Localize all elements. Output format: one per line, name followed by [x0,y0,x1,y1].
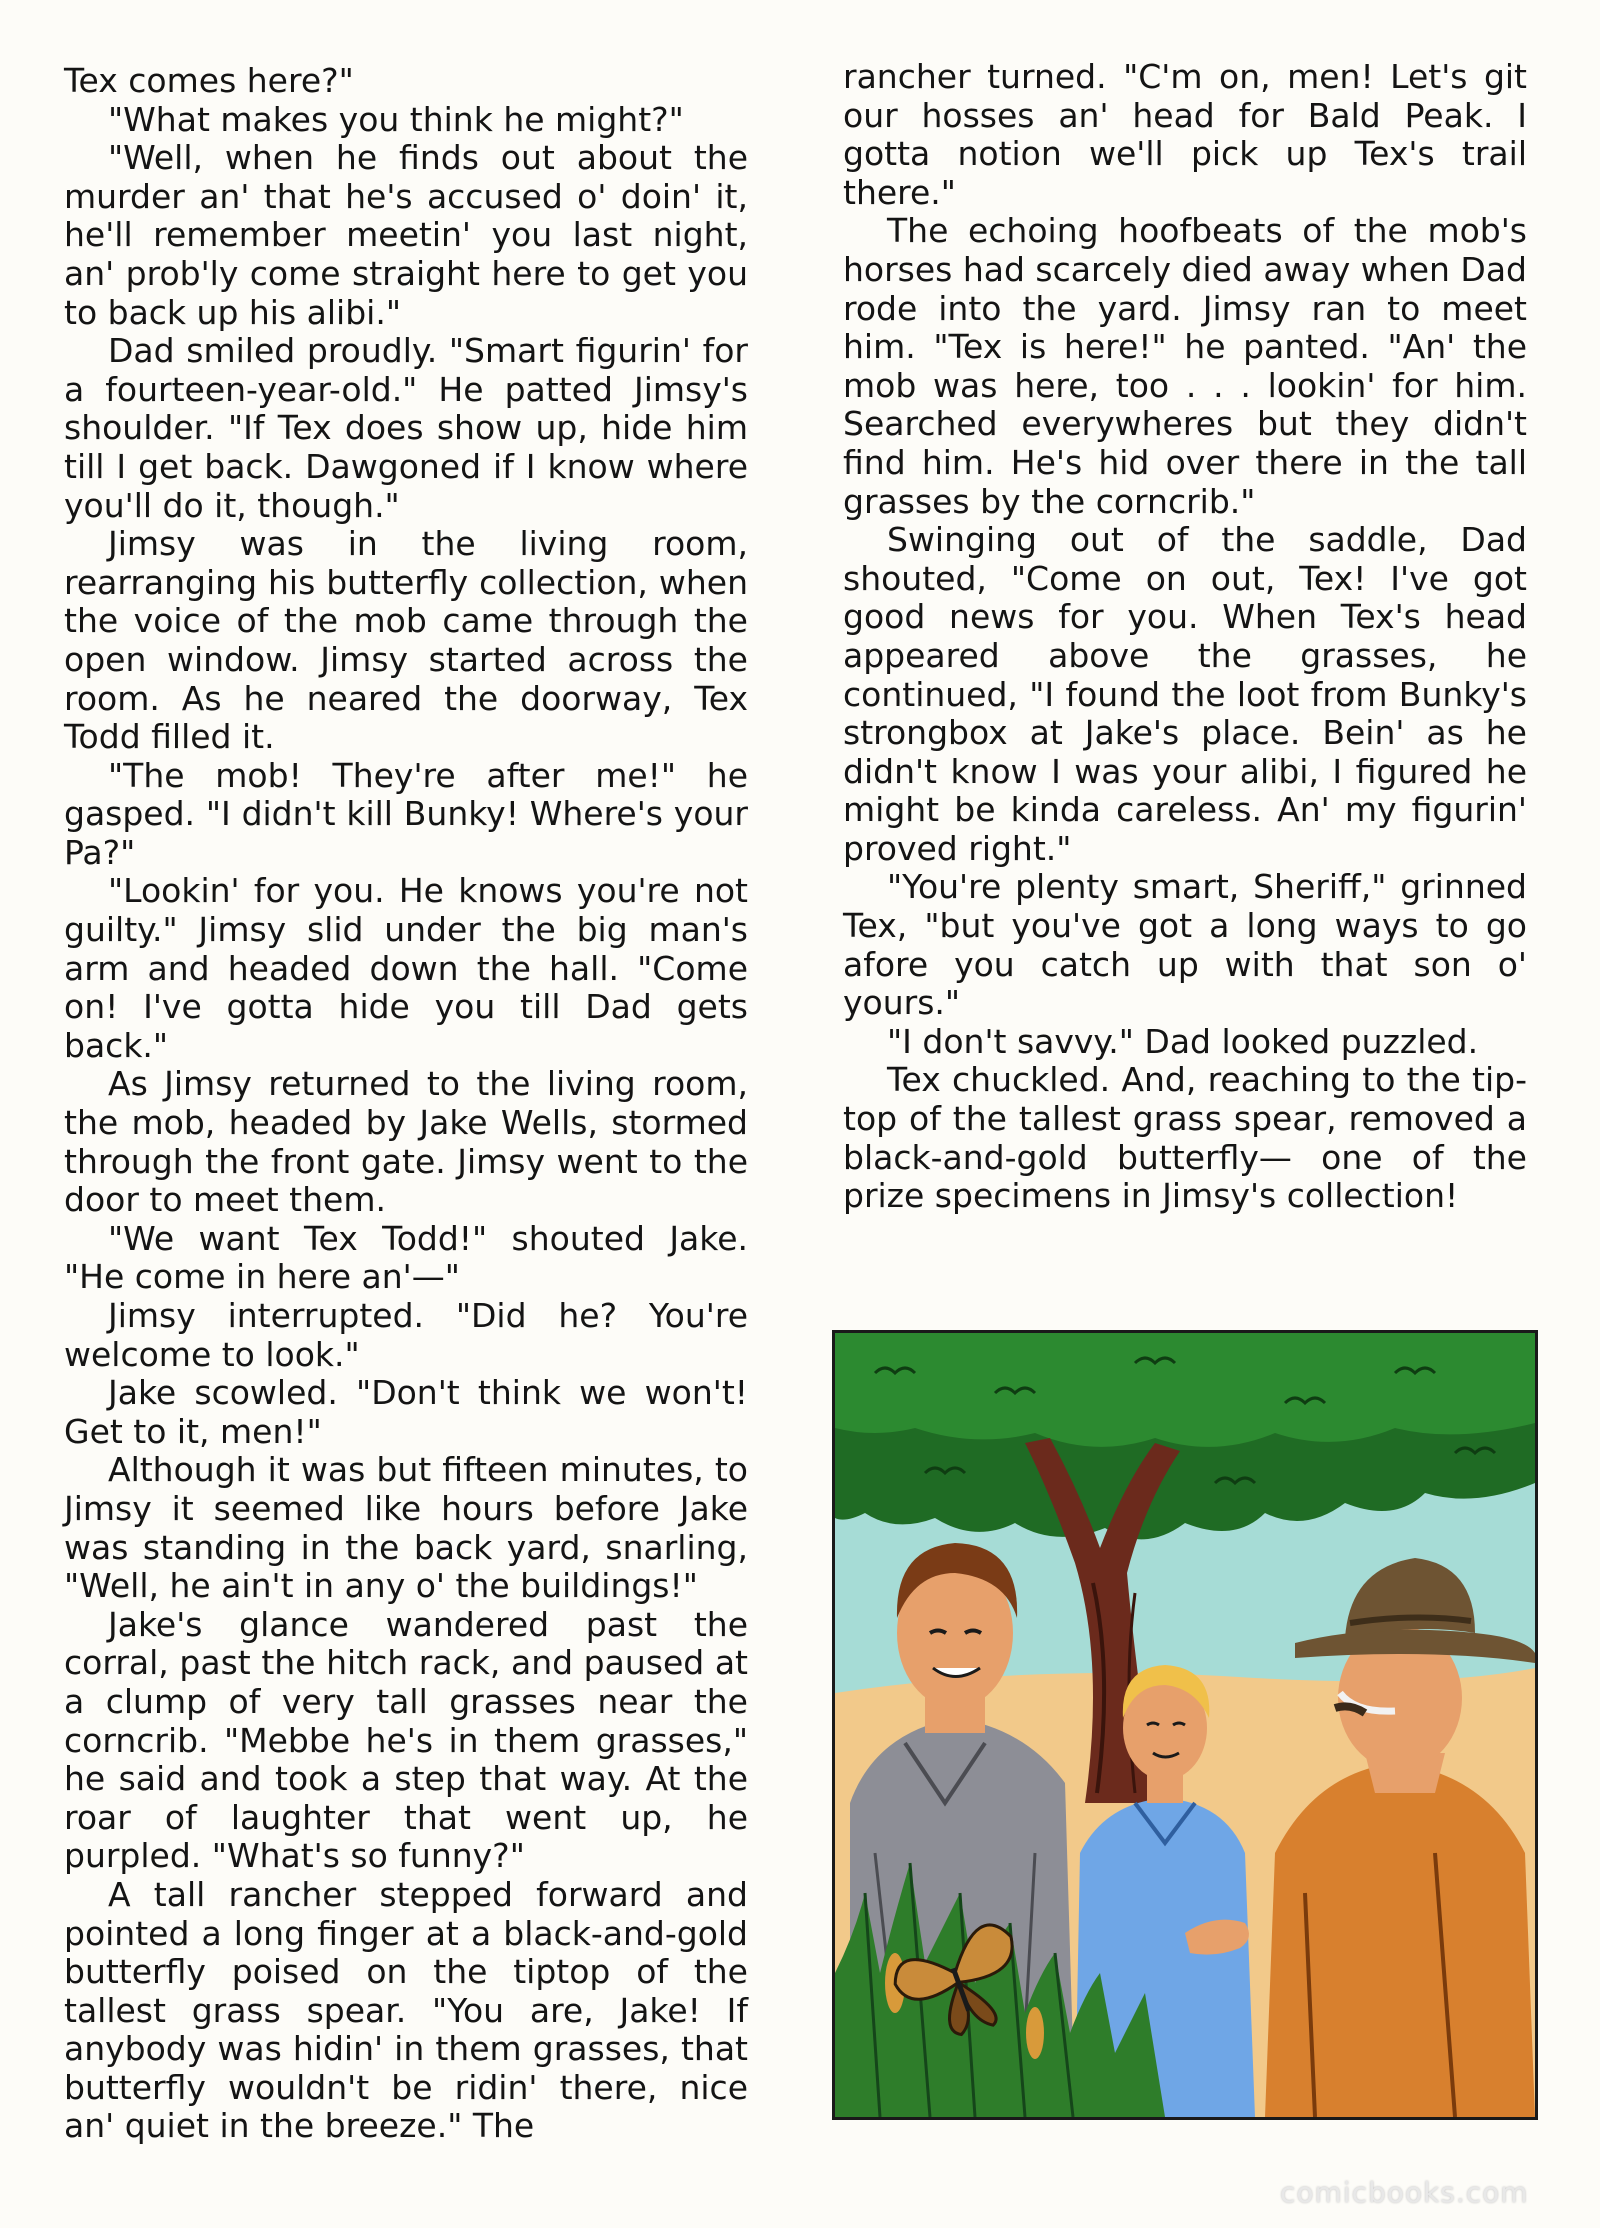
paragraph: Jimsy was in the living room, rearranging his butterfly collection, when the voice of the mob came through the open window. Jimsy started across the room. As he neared the doorway, Tex Todd filled it. [64,524,748,757]
paragraph: The echoing hoofbeats of the mob's horses had scarcely died away when Dad rode into the yard. Jimsy ran to meet him. "Tex is here!" he panted. "An' the mob was here, too . . . lookin' for him. Searched everywheres but they didn't find him. He's hid over there in the tall grasses by the corncrib." [843,211,1527,521]
paragraph: Jimsy interrupted. "Did he? You're welcome to look." [64,1296,748,1374]
story-illustration [832,1330,1538,2120]
paragraph: As Jimsy returned to the living room, the mob, headed by Jake Wells, stormed through the front gate. Jimsy went to the door to meet them. [64,1064,748,1220]
illustration-canvas [835,1333,1535,2117]
watermark-text: comicbooks.com [1280,2176,1529,2209]
paragraph: "Lookin' for you. He knows you're not guilty." Jimsy slid under the big man's arm and headed down the hall. "Come on! I've gotta hide you till Dad gets back." [64,871,748,1065]
paragraph: A tall rancher stepped forward and pointed a long finger at a black-and-gold butterfly poised on the tiptop of the tallest grass spear. "You are, Jake! If anybody was hidin' in them grasses, that butterfly wouldn't be ridin' there, nice an' quiet in the breeze." The [64,1874,748,2146]
paragraph: "What makes you think he might?" [108,99,684,139]
paragraph: Swinging out of the saddle, Dad shouted, "Come on out, Tex! I've got good news for you. When Tex's head appeared above the grasses, he continued, "I found the loot from Bunky's strongbox at Jake's place. Bein' as he didn't know I was your alibi, I figured he might be kinda careless. An' my figurin' proved right." [843,520,1527,868]
paragraph: "You're plenty smart, Sheriff," grinned Tex, "but you've got a long ways to go afore you catch up with that son o' yours." [843,867,1527,1023]
paragraph: "I don't savvy." Dad looked puzzled. [887,1021,1479,1061]
paragraph: Although it was but fifteen minutes, to Jimsy it seemed like hours before Jake was standing in the back yard, snarling, "Well, he ain't in any o' the buildings!" [64,1450,748,1606]
paragraph: rancher turned. "C'm on, men! Let's git our hosses an' head for Bald Peak. I gotta notion we'll pick up Tex's trail there." [843,57,1527,212]
paragraph: Jake's glance wandered past the corral, past the hitch rack, and paused at a clump of very tall grasses near the corncrib. "Mebbe he's in them grasses," he said and took a step that way. At the roar of laughter that went up, he purpled. "What's so funny?" [64,1604,748,1876]
paragraph: "We want Tex Todd!" shouted Jake. "He come in here an'—" [64,1218,748,1297]
paragraph: "Well, when he finds out about the murder an' that he's accused o' doin' it, he'll remember meetin' you last night, an' prob'ly come straight here to get you to back up his alibi." [64,138,748,332]
paragraph: Tex chuckled. And, reaching to the tip-top of the tallest grass spear, removed a black-and-gold butterfly— one of the prize specimens in Jimsy's collection! [843,1060,1527,1216]
story-column-right [843,58,1527,1216]
paragraph: Jake scowled. "Don't think we won't! Get to it, men!" [64,1373,748,1451]
dad-figure-icon [1265,1558,1535,2117]
paragraph: Dad smiled proudly. "Smart figurin' for a fourteen-year-old." He patted Jimsy's shoulder. "If Tex does show up, hide him till I get back. Dawgoned if I know where you'll do it, though." [64,331,748,525]
paragraph: "The mob! They're after me!" he gasped. "I didn't kill Bunky! Where's your Pa?" [64,755,748,872]
story-column-left [64,62,748,2146]
paragraph: Tex comes here?" [64,61,354,100]
